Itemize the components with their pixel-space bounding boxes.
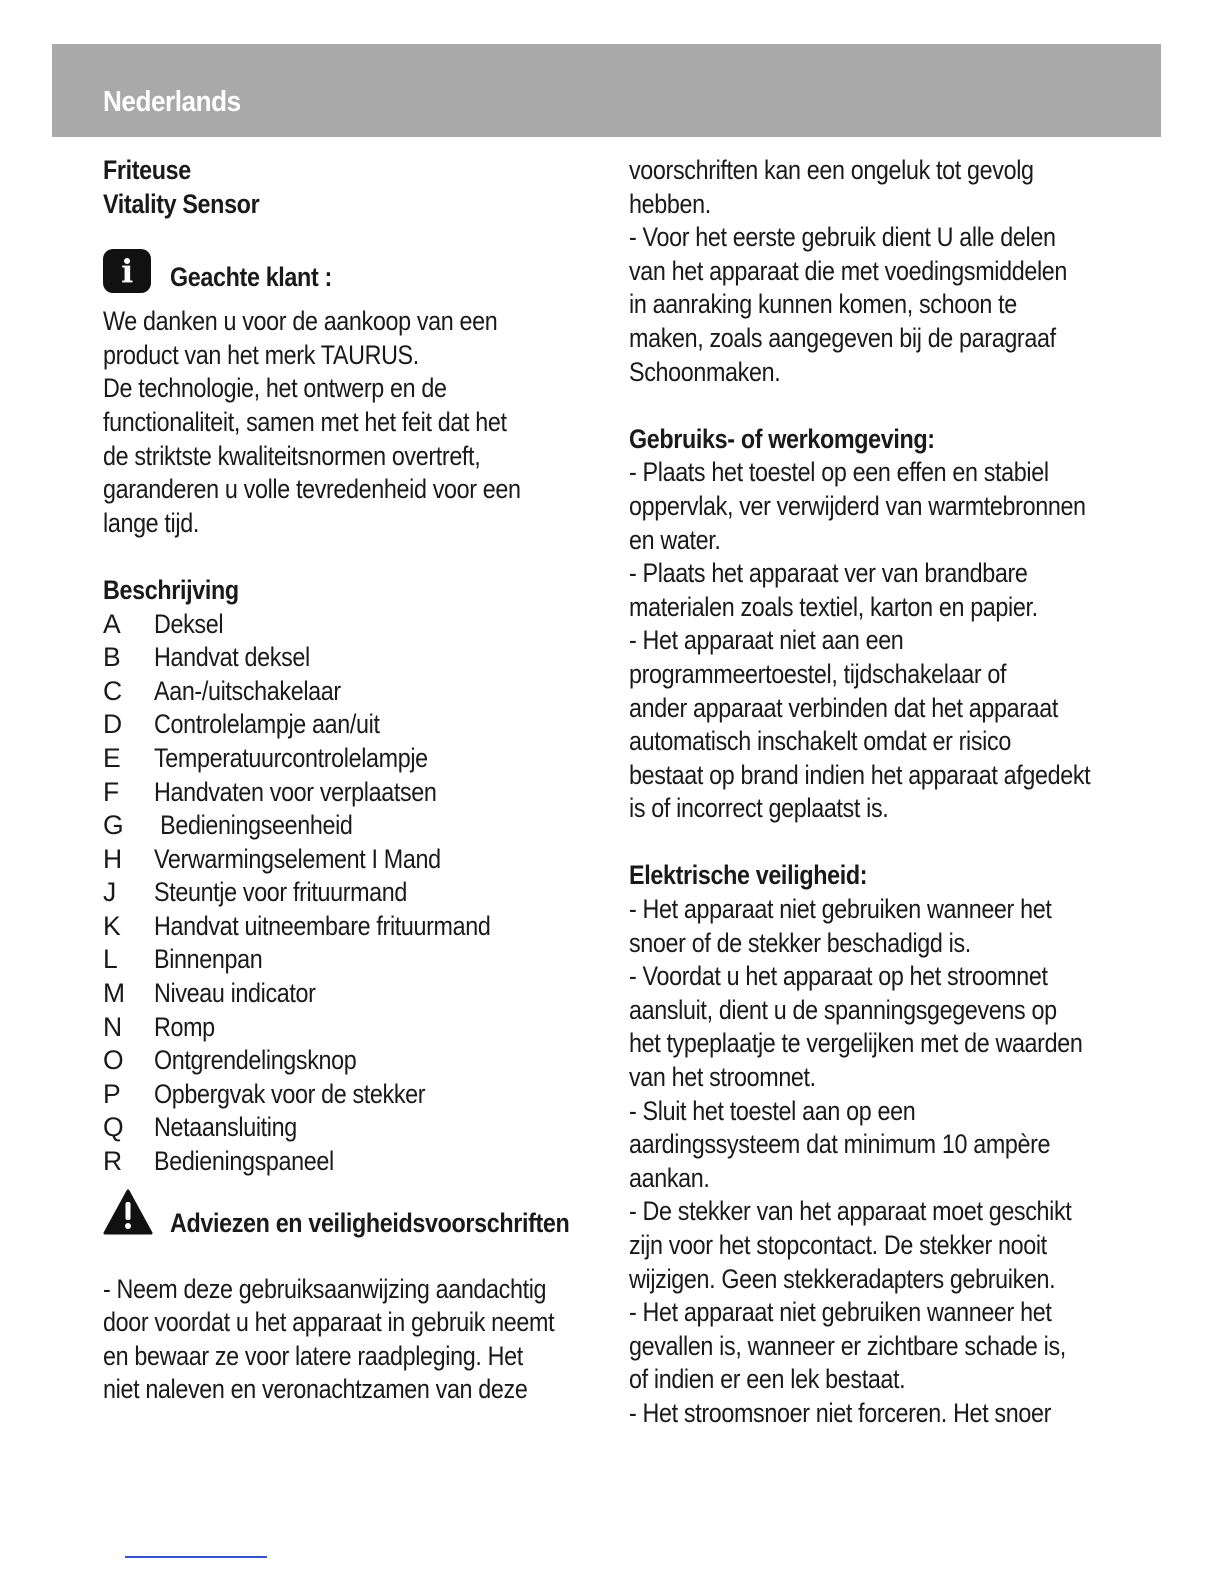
text-line: - Het apparaat niet gebruiken wanneer het	[629, 1297, 1052, 1328]
description-item-text: Bedieningspaneel	[154, 1146, 334, 1177]
intro-heading-row	[103, 252, 603, 305]
text-line: - Het stroomsnoer niet forceren. Het snoer	[629, 1397, 1052, 1428]
description-item-letter: H	[103, 843, 122, 874]
text-line: - Het apparaat niet aan een	[629, 625, 904, 656]
description-item-letter: B	[103, 642, 121, 673]
text-line: maken, zoals aangegeven bij de paragraaf	[629, 322, 1056, 353]
description-item	[103, 1011, 603, 1045]
right-column	[629, 154, 1129, 1431]
text-line: bestaat op brand indien het apparaat afgedekt	[629, 759, 1091, 790]
description-item	[103, 742, 603, 776]
description-item	[103, 776, 603, 810]
text-line: aansluit, dient u de spanningsgegevens op	[629, 994, 1057, 1025]
description-item	[103, 608, 603, 642]
description-item	[103, 977, 603, 1011]
description-item-text: Aan-/uitschakelaar	[154, 675, 341, 706]
description-item-text: Temperatuurcontrolelampje	[154, 742, 428, 773]
text-line: is of incorrect geplaatst is.	[629, 793, 889, 824]
description-item-text: Handvaten voor verplaatsen	[154, 776, 437, 807]
text-line: - Plaats het apparaat ver van brandbare	[629, 558, 1028, 589]
description-item	[103, 641, 603, 675]
description-item	[103, 708, 603, 742]
language-header	[52, 44, 1161, 137]
footer-rule	[125, 1556, 267, 1558]
description-item-letter: J	[103, 877, 116, 908]
description-item-letter: N	[103, 1011, 122, 1042]
text-line: lange tijd.	[103, 507, 199, 538]
text-line: snoer of de stekker beschadigd is.	[629, 927, 971, 958]
text-line: Schoonmaken.	[629, 356, 781, 387]
description-item	[103, 943, 603, 977]
text-line: - De stekker van het apparaat moet geschikt	[629, 1196, 1072, 1227]
intro-heading: Geachte klant :	[170, 262, 332, 293]
text-line: - Plaats het toestel op een effen en stabiel	[629, 457, 1049, 488]
text-line: wijzigen. Geen stekkeradapters gebruiken.	[629, 1263, 1056, 1294]
text-line: product van het merk TAURUS.	[103, 339, 419, 370]
description-item-letter: A	[103, 608, 121, 639]
description-item-text: Niveau indicator	[154, 978, 316, 1009]
text-line: van het apparaat die met voedingsmiddelen	[629, 255, 1068, 286]
description-item	[103, 910, 603, 944]
description-list	[103, 608, 603, 1179]
text-line: - Voor het eerste gebruik dient U alle delen	[629, 222, 1056, 253]
description-item	[103, 1078, 603, 1112]
description-item-letter: G	[103, 810, 124, 841]
text-line: aankan.	[629, 1162, 710, 1193]
text-line: functionaliteit, samen met het feit dat het	[103, 406, 507, 437]
left-column	[103, 154, 603, 1407]
text-line: We danken u voor de aankoop van een	[103, 306, 498, 337]
text-line: automatisch inschakelt omdat er risico	[629, 726, 1011, 757]
safety-heading: Adviezen en veiligheidsvoorschriften	[170, 1207, 570, 1238]
description-item-text: Handvat uitneembare frituurmand	[154, 910, 491, 941]
info-icon: i	[103, 249, 151, 293]
description-item-text: Deksel	[154, 608, 224, 639]
text-line: programmeertoestel, tijdschakelaar of	[629, 658, 1007, 689]
description-item-text: Verwarmingselement I Mand	[154, 843, 441, 874]
electrical-heading: Elektrische veiligheid:	[629, 860, 868, 891]
description-item	[103, 1145, 603, 1179]
safety-heading-row	[103, 1203, 603, 1251]
description-item-text: Ontgrendelingsknop	[154, 1045, 357, 1076]
text-line: en water.	[629, 524, 721, 555]
description-item-text: Bedieningseenheid	[154, 810, 353, 841]
description-item	[103, 1111, 603, 1145]
description-item-text: Handvat deksel	[154, 642, 310, 673]
description-item	[103, 843, 603, 877]
text-line: van het stroomnet.	[629, 1062, 816, 1093]
product-name: Friteuse	[103, 155, 191, 185]
description-item-letter: K	[103, 910, 121, 941]
text-line: en bewaar ze voor latere raadpleging. Het	[103, 1340, 523, 1371]
text-line: door voordat u het apparaat in gebruik neemt	[103, 1307, 555, 1338]
description-item-text: Netaansluiting	[154, 1112, 297, 1143]
language-title: Nederlands	[103, 86, 241, 118]
description-item-letter: O	[103, 1045, 124, 1076]
description-item	[103, 809, 603, 843]
warning-icon	[103, 1189, 153, 1235]
description-item-letter: C	[103, 675, 122, 706]
description-item-text: Controlelampje aan/uit	[154, 709, 380, 740]
description-item-letter: D	[103, 709, 122, 740]
description-item-letter: R	[103, 1146, 122, 1177]
description-item-letter: E	[103, 742, 121, 773]
text-line: ander apparaat verbinden dat het apparaat	[629, 692, 1058, 723]
description-item	[103, 675, 603, 709]
description-item-text: Steuntje voor frituurmand	[154, 877, 408, 908]
text-line: of indien er een lek bestaat.	[629, 1364, 906, 1395]
description-item	[103, 1044, 603, 1078]
description-heading: Beschrijving	[103, 574, 239, 605]
description-item	[103, 876, 603, 910]
description-item-text: Romp	[154, 1011, 215, 1042]
text-line: - Het apparaat niet gebruiken wanneer het	[629, 894, 1052, 925]
text-line: in aanraking kunnen komen, schoon te	[629, 289, 1017, 320]
text-line: voorschriften kan een ongeluk tot gevolg	[629, 155, 1034, 185]
text-line: niet naleven en veronachtzamen van deze	[103, 1374, 528, 1405]
text-line: hebben.	[629, 188, 711, 219]
text-line: garanderen u volle tevredenheid voor een	[103, 474, 521, 505]
intro-text	[103, 305, 603, 540]
safety-text	[103, 1273, 603, 1407]
environment-text	[629, 456, 1129, 826]
text-line: - Neem deze gebruiksaanwijzing aandachtig	[103, 1273, 547, 1304]
description-item-letter: F	[103, 776, 119, 807]
product-model: Vitality Sensor	[103, 188, 260, 219]
description-item-letter: Q	[103, 1112, 124, 1143]
electrical-text	[629, 893, 1129, 1431]
description-item-letter: L	[103, 944, 118, 975]
safety-continuation-text	[629, 154, 1129, 389]
text-line: gevallen is, wanneer er zichtbare schade is,	[629, 1330, 1066, 1361]
text-line: De technologie, het ontwerp en de	[103, 373, 447, 404]
text-line: materialen zoals textiel, karton en papier.	[629, 591, 1038, 622]
text-line: aardingssysteem dat minimum 10 ampère	[629, 1129, 1051, 1160]
description-item-text: Opbergvak voor de stekker	[154, 1078, 426, 1109]
text-line: - Sluit het toestel aan op een	[629, 1095, 916, 1126]
environment-heading: Gebruiks- of werkomgeving:	[629, 423, 935, 454]
text-line: - Voordat u het apparaat op het stroomnet	[629, 961, 1048, 992]
description-item-letter: M	[103, 978, 125, 1009]
text-line: oppervlak, ver verwijderd van warmtebronnen	[629, 490, 1086, 521]
description-item-letter: P	[103, 1078, 121, 1109]
text-line: het typeplaatje te vergelijken met de waarden	[629, 1028, 1083, 1059]
text-line: zijn voor het stopcontact. De stekker nooit	[629, 1230, 1047, 1260]
text-line: de striktste kwaliteitsnormen overtreft,	[103, 440, 481, 471]
description-item-text: Binnenpan	[154, 944, 263, 975]
